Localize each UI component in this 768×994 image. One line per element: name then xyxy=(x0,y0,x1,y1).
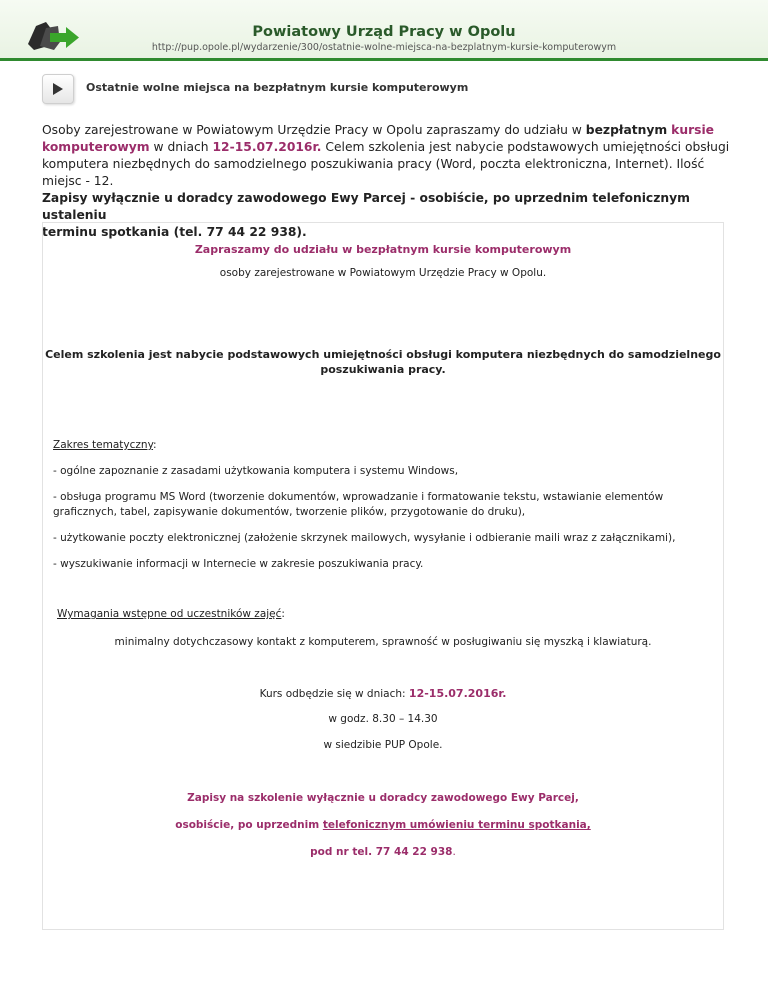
course-dates-line xyxy=(43,687,723,700)
course-hours: w godz. 8.30 – 14.30 xyxy=(328,713,438,725)
invite-subtitle: osoby zarejestrowane w Powiatowym Urzędzie Pracy w Opolu. xyxy=(219,267,547,279)
intro-line2-rest: Celem szkolenia jest nabycie podstawowych umiejętności obsługi xyxy=(321,140,730,154)
article-heading: Ostatnie wolne miejsca na bezpłatnym kursie komputerowym xyxy=(86,81,469,94)
goal-line1: Celem szkolenia jest nabycie podstawowych umiejętności obsługi komputera niezbędnych do samodzielnego xyxy=(45,348,721,361)
signup-phone-number: pod nr tel. 77 44 22 938 xyxy=(310,846,453,858)
intro-line3: komputera niezbędnych do samodzielnego poszukiwania pracy (Word, poczta elektroniczna, Internet). Ilość miejsc - 12. xyxy=(42,157,705,188)
signup-line2 xyxy=(43,819,723,831)
scope-item: - użytkowanie poczty elektronicznej (założenie skrzynek mailowych, wysyłanie i odbieranie maili wraz z załącznikami), xyxy=(53,532,676,544)
play-arrow-icon xyxy=(52,83,64,95)
requirements-heading xyxy=(57,607,703,622)
scope-label: Zakres tematyczny xyxy=(53,439,154,451)
intro-line5: terminu spotkania (tel. 77 44 22 938). xyxy=(42,225,307,239)
signup-line1: Zapisy na szkolenie wyłącznie u doradcy zawodowego Ewy Parcej, xyxy=(187,792,579,804)
intro-text: Osoby zarejestrowane w Powiatowym Urzędzie Pracy w Opolu zapraszamy do udziału w xyxy=(42,123,586,137)
goal-line2: poszukiwania pracy. xyxy=(320,363,446,376)
intro-dates: 12-15.07.2016r. xyxy=(212,140,322,154)
intro-w-dniach: w dniach xyxy=(149,140,213,154)
requirements-text: minimalny dotychczasowy kontakt z komputerem, sprawność w posługiwaniu się myszką i klawiaturą. xyxy=(114,636,652,648)
intro-bold-free: bezpłatnym xyxy=(585,123,668,137)
arrow-button[interactable] xyxy=(42,74,74,104)
scope-item-continued: graficznych, tabel, zapisywanie dokumentów, tworzenie plików, przygotowanie do druku), xyxy=(53,506,526,518)
scope-colon: : xyxy=(153,439,157,451)
page-header xyxy=(0,0,768,61)
course-when-label: Kurs odbędzie się w dniach: xyxy=(259,688,409,700)
signup-line2-text: osobiście, po uprzednim xyxy=(175,819,323,831)
scope-item: - obsługa programu MS Word (tworzenie dokumentów, wprowadzanie i formatowanie tekstu, wstawianie elementów xyxy=(53,491,664,503)
signup-dot: . xyxy=(452,846,456,858)
signup-phone-link[interactable]: telefonicznym umówieniu terminu spotkania, xyxy=(322,819,591,831)
course-place: w siedzibie PUP Opole. xyxy=(323,739,443,751)
signup-line3 xyxy=(43,846,723,858)
requirements-colon: : xyxy=(281,608,285,620)
page-url[interactable]: http://pup.opole.pl/wydarzenie/300/ostatnie-wolne-miejsca-na-bezplatnym-kursie-komputerowym xyxy=(151,42,617,53)
course-dates: 12-15.07.2016r. xyxy=(408,687,507,700)
intro-link-kursie[interactable]: kursie xyxy=(671,123,715,137)
course-details-box xyxy=(42,222,724,930)
requirements-label: Wymagania wstępne od uczestników zajęć xyxy=(57,608,282,620)
scope-item: - ogólne zapoznanie z zasadami użytkowania komputera i systemu Windows, xyxy=(53,465,459,477)
site-title: Powiatowy Urząd Pracy w Opolu xyxy=(252,24,516,40)
scope-heading xyxy=(53,438,703,453)
intro-line4: Zapisy wyłącznie u doradcy zawodowego Ewy Parcej - osobiście, po uprzednim telefonicznym ustaleniu xyxy=(42,191,690,222)
intro-link-komputerowym[interactable]: komputerowym xyxy=(42,140,150,154)
invite-title: Zapraszamy do udziału w bezpłatnym kursie komputerowym xyxy=(194,243,572,256)
scope-item: - wyszukiwanie informacji w Internecie w zakresie poszukiwania pracy. xyxy=(53,558,424,570)
